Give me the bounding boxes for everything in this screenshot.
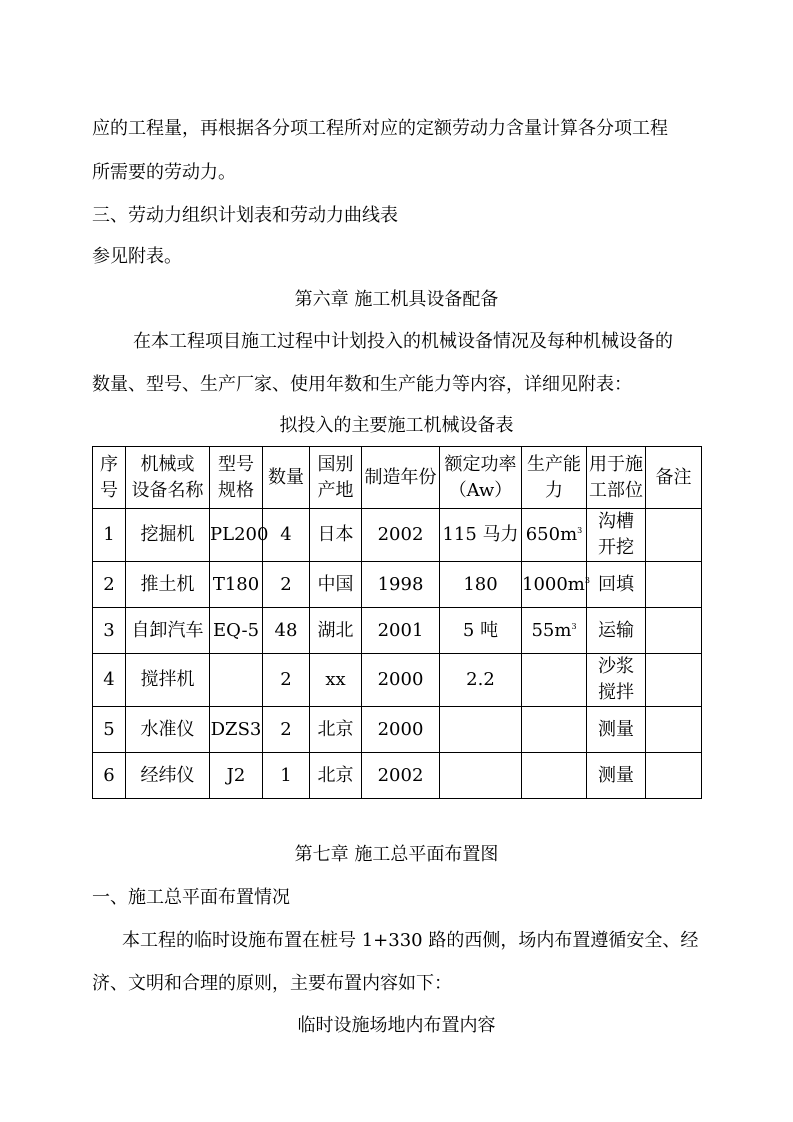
cell-note <box>646 509 702 562</box>
header-cell: 型号 规格 <box>210 447 263 509</box>
cell-year: 2002 <box>362 753 440 799</box>
paragraph-line: 数量、型号、生产厂家、使用年数和生产能力等内容，详细见附表： <box>92 374 632 395</box>
header-cell: 序 号 <box>93 447 126 509</box>
cell-use: 运输 <box>587 608 646 654</box>
cell-capacity <box>522 753 587 799</box>
header-cell: 国别 产地 <box>310 447 362 509</box>
cell-no: 4 <box>93 654 126 707</box>
cell-model: J2 <box>210 753 263 799</box>
paragraph-line: 所需要的劳动力。 <box>92 162 236 183</box>
table-row <box>93 509 702 562</box>
paragraph-line: 参见附表。 <box>92 246 182 267</box>
cell-origin: xx <box>310 654 362 707</box>
cell-model: DZS3 <box>210 707 263 753</box>
cell-qty: 2 <box>263 707 310 753</box>
cell-model: PL200 <box>210 509 263 562</box>
cell-origin: 北京 <box>310 753 362 799</box>
cell-note <box>646 608 702 654</box>
table-row <box>93 608 702 654</box>
cell-year: 2000 <box>362 707 440 753</box>
header-cell: 数量 <box>263 447 310 509</box>
cell-use: 测量 <box>587 707 646 753</box>
chapter-title: 第六章 施工机具设备配备 <box>294 289 499 310</box>
cell-name: 搅拌机 <box>126 654 210 707</box>
table-row <box>93 707 702 753</box>
cell-no: 6 <box>93 753 126 799</box>
paragraph-line: 本工程的临时设施布置在桩号 1+330 路的西侧，场内布置遵循安全、经 <box>122 930 699 951</box>
header-cell: 生产能 力 <box>522 447 587 509</box>
cell-use: 沙浆 搅拌 <box>587 654 646 707</box>
cell-power <box>440 753 522 799</box>
cell-origin: 日本 <box>310 509 362 562</box>
cell-use: 沟槽 开挖 <box>587 509 646 562</box>
cell-origin: 北京 <box>310 707 362 753</box>
cell-note <box>646 753 702 799</box>
cell-qty: 48 <box>263 608 310 654</box>
cell-qty: 4 <box>263 509 310 562</box>
cell-note <box>646 707 702 753</box>
cell-capacity: $650m^3$ <box>522 509 587 562</box>
cell-no: 3 <box>93 608 126 654</box>
table-row <box>93 562 702 608</box>
cell-year: 2001 <box>362 608 440 654</box>
cell-model <box>210 654 263 707</box>
table-header-row <box>93 447 702 509</box>
table-row <box>93 753 702 799</box>
header-cell: 备注 <box>646 447 702 509</box>
subsection-title: 临时设施场地内布置内容 <box>297 1015 496 1036</box>
cell-name: 自卸汽车 <box>126 608 210 654</box>
cell-power: 180 <box>440 562 522 608</box>
paragraph-line: 应的工程量，再根据各分项工程所对应的定额劳动力含量计算各分项工程 <box>92 118 668 139</box>
cell-capacity <box>522 654 587 707</box>
cell-use: 测量 <box>587 753 646 799</box>
table-title: 拟投入的主要施工机械设备表 <box>279 415 514 436</box>
section-heading: 三、劳动力组织计划表和劳动力曲线表 <box>92 205 398 226</box>
equipment-table <box>92 446 702 799</box>
header-cell: 制造年份 <box>362 447 440 509</box>
cell-note <box>646 562 702 608</box>
cell-no: 2 <box>93 562 126 608</box>
paragraph-line: 济、文明和合理的原则，主要布置内容如下： <box>92 973 452 994</box>
cell-qty: 1 <box>263 753 310 799</box>
cell-origin: 中国 <box>310 562 362 608</box>
header-cell: 用于施 工部位 <box>587 447 646 509</box>
cell-model: EQ-5 <box>210 608 263 654</box>
cell-capacity: $1000m^3$ <box>522 562 587 608</box>
cell-qty: 2 <box>263 654 310 707</box>
section-heading: 一、施工总平面布置情况 <box>92 887 290 908</box>
cell-use: 回填 <box>587 562 646 608</box>
table-row <box>93 654 702 707</box>
cell-power: 5 吨 <box>440 608 522 654</box>
cell-qty: 2 <box>263 562 310 608</box>
cell-name: 经纬仪 <box>126 753 210 799</box>
cell-origin: 湖北 <box>310 608 362 654</box>
cell-capacity: $55m^3$ <box>522 608 587 654</box>
chapter-title: 第七章 施工总平面布置图 <box>294 844 499 865</box>
cell-capacity <box>522 707 587 753</box>
cell-no: 1 <box>93 509 126 562</box>
paragraph-line: 在本工程项目施工过程中计划投入的机械设备情况及每种机械设备的 <box>133 331 673 352</box>
cell-year: 2000 <box>362 654 440 707</box>
header-cell: 机械或 设备名称 <box>126 447 210 509</box>
cell-note <box>646 654 702 707</box>
cell-name: 挖掘机 <box>126 509 210 562</box>
cell-name: 推土机 <box>126 562 210 608</box>
cell-model: T180 <box>210 562 263 608</box>
cell-no: 5 <box>93 707 126 753</box>
cell-year: 2002 <box>362 509 440 562</box>
cell-power <box>440 707 522 753</box>
cell-power: 115 马力 <box>440 509 522 562</box>
cell-power: 2.2 <box>440 654 522 707</box>
cell-name: 水准仪 <box>126 707 210 753</box>
cell-year: 1998 <box>362 562 440 608</box>
header-cell: 额定功率 （Aw） <box>440 447 522 509</box>
